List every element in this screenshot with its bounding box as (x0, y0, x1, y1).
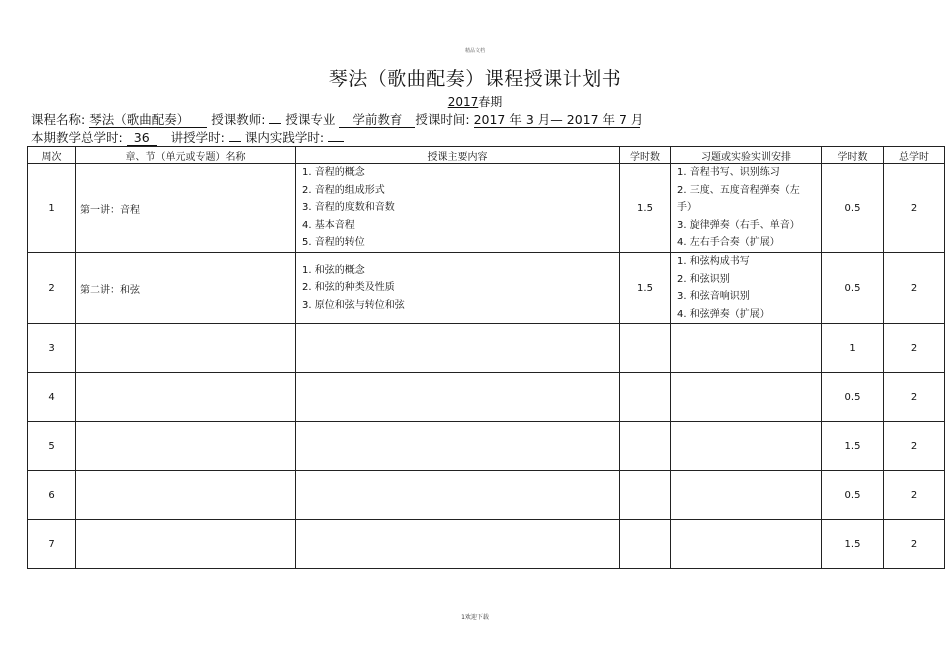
header-hours: 学时数 (620, 147, 671, 164)
content-cell (296, 471, 620, 520)
chapter-cell: 第一讲：音程 (76, 164, 296, 253)
content-cell (296, 253, 620, 324)
total-cell: 2 (884, 422, 945, 471)
exercise-item: 3. 旋律弹奏（右手、单音） (677, 219, 800, 231)
term-season: 春期 (478, 95, 503, 109)
week-cell: 7 (28, 520, 76, 569)
course-value: 琴法（歌曲配奏） (89, 113, 207, 128)
lecture-hours-value (229, 141, 241, 142)
table-row (28, 324, 945, 373)
practice-hours-value (328, 141, 344, 142)
week-cell: 2 (28, 253, 76, 324)
ex-hours-cell: 0.5 (822, 164, 884, 253)
hours-info-line (31, 128, 344, 146)
total-cell: 2 (884, 164, 945, 253)
total-cell: 2 (884, 253, 945, 324)
course-info-line (31, 110, 644, 128)
practice-hours-label: 课内实践学时: (244, 130, 325, 145)
total-cell: 2 (884, 520, 945, 569)
content-cell (296, 520, 620, 569)
week-cell: 1 (28, 164, 76, 253)
chapter-cell (76, 422, 296, 471)
schedule-table (27, 146, 945, 569)
chapter-cell (76, 373, 296, 422)
hours-cell (620, 520, 671, 569)
total-cell: 2 (884, 373, 945, 422)
exercise-item: 2. 和弦识别 (677, 273, 730, 285)
content-item: 4. 基本音程 (302, 219, 355, 231)
hours-cell (620, 471, 671, 520)
header-ex-hours: 学时数 (822, 147, 884, 164)
exercises-cell (671, 324, 822, 373)
page-footer: 1欢迎下载 (461, 614, 489, 621)
content-item: 3. 原位和弦与转位和弦 (302, 299, 405, 311)
content-item: 2. 音程的组成形式 (302, 184, 385, 196)
ex-hours-cell: 1.5 (822, 422, 884, 471)
hours-cell (620, 373, 671, 422)
week-cell: 4 (28, 373, 76, 422)
table-header-row (28, 147, 945, 164)
chapter-cell (76, 520, 296, 569)
week-cell: 3 (28, 324, 76, 373)
total-cell: 2 (884, 471, 945, 520)
teacher-value (269, 123, 281, 124)
week-cell: 5 (28, 422, 76, 471)
header-exercises: 习题或实验实训安排 (671, 147, 822, 164)
content-cell (296, 422, 620, 471)
term-year: 2017 (447, 95, 479, 109)
ex-hours-cell: 1 (822, 324, 884, 373)
table-row (28, 164, 945, 253)
total-cell: 2 (884, 324, 945, 373)
table-row (28, 422, 945, 471)
content-item: 1. 音程的概念 (302, 167, 365, 179)
exercise-item: 1. 和弦构成书写 (677, 256, 750, 267)
hours-cell: 1.5 (620, 164, 671, 253)
content-cell (296, 164, 620, 253)
teacher-label: 授课教师: (211, 112, 266, 127)
ex-hours-cell: 0.5 (822, 471, 884, 520)
content-item: 1. 和弦的概念 (302, 264, 365, 276)
content-item: 2. 和弦的种类及性质 (302, 282, 395, 294)
ex-hours-cell: 1.5 (822, 520, 884, 569)
term-line (0, 93, 950, 110)
exercises-cell (671, 422, 822, 471)
exercise-item: 手） (677, 202, 697, 214)
major-value: 学前教育 (339, 113, 415, 128)
content-cell (296, 373, 620, 422)
exercise-item: 2. 三度、五度音程弹奏（左 (677, 184, 800, 196)
week-cell: 6 (28, 471, 76, 520)
watermark-top: 精品文档 (464, 48, 485, 54)
exercise-item: 4. 和弦弹奏（扩展） (677, 308, 770, 320)
content-cell (296, 324, 620, 373)
table-row (28, 520, 945, 569)
time-label: 授课时间: (415, 112, 470, 127)
table-row (28, 471, 945, 520)
exercises-cell (671, 471, 822, 520)
total-hours-label: 本期教学总学时: (31, 130, 123, 145)
chapter-cell (76, 324, 296, 373)
table-row (28, 373, 945, 422)
exercises-cell (671, 164, 822, 253)
major-label: 授课专业 (285, 112, 336, 127)
header-total: 总学时 (884, 147, 945, 164)
hours-cell (620, 422, 671, 471)
exercises-cell (671, 253, 822, 324)
lecture-hours-label: 讲授学时: (170, 130, 225, 145)
content-item: 3. 音程的度数和音数 (302, 202, 395, 214)
ex-hours-cell: 0.5 (822, 373, 884, 422)
exercise-item: 1. 音程书写、识别练习 (677, 167, 780, 179)
hours-cell (620, 324, 671, 373)
table-row (28, 253, 945, 324)
course-label: 课程名称: (31, 112, 86, 127)
ex-hours-cell: 0.5 (822, 253, 884, 324)
chapter-cell: 第二讲：和弦 (76, 253, 296, 324)
header-content: 授课主要内容 (296, 147, 620, 164)
exercises-cell (671, 373, 822, 422)
exercise-item: 4. 左右手合奏（扩展） (677, 237, 780, 249)
page-title: 琴法（歌曲配奏）课程授课计划书 (328, 68, 622, 90)
chapter-cell (76, 471, 296, 520)
exercise-item: 3. 和弦音响识别 (677, 291, 750, 302)
header-week: 周次 (28, 147, 76, 164)
total-hours-value: 36 (127, 131, 157, 146)
time-value: 2017 年 3 月— 2017 年 7 月 (473, 112, 644, 127)
content-item: 5. 音程的转位 (302, 237, 365, 249)
exercises-cell (671, 520, 822, 569)
header-chapter: 章、节（单元或专题）名称 (76, 147, 296, 164)
hours-cell: 1.5 (620, 253, 671, 324)
